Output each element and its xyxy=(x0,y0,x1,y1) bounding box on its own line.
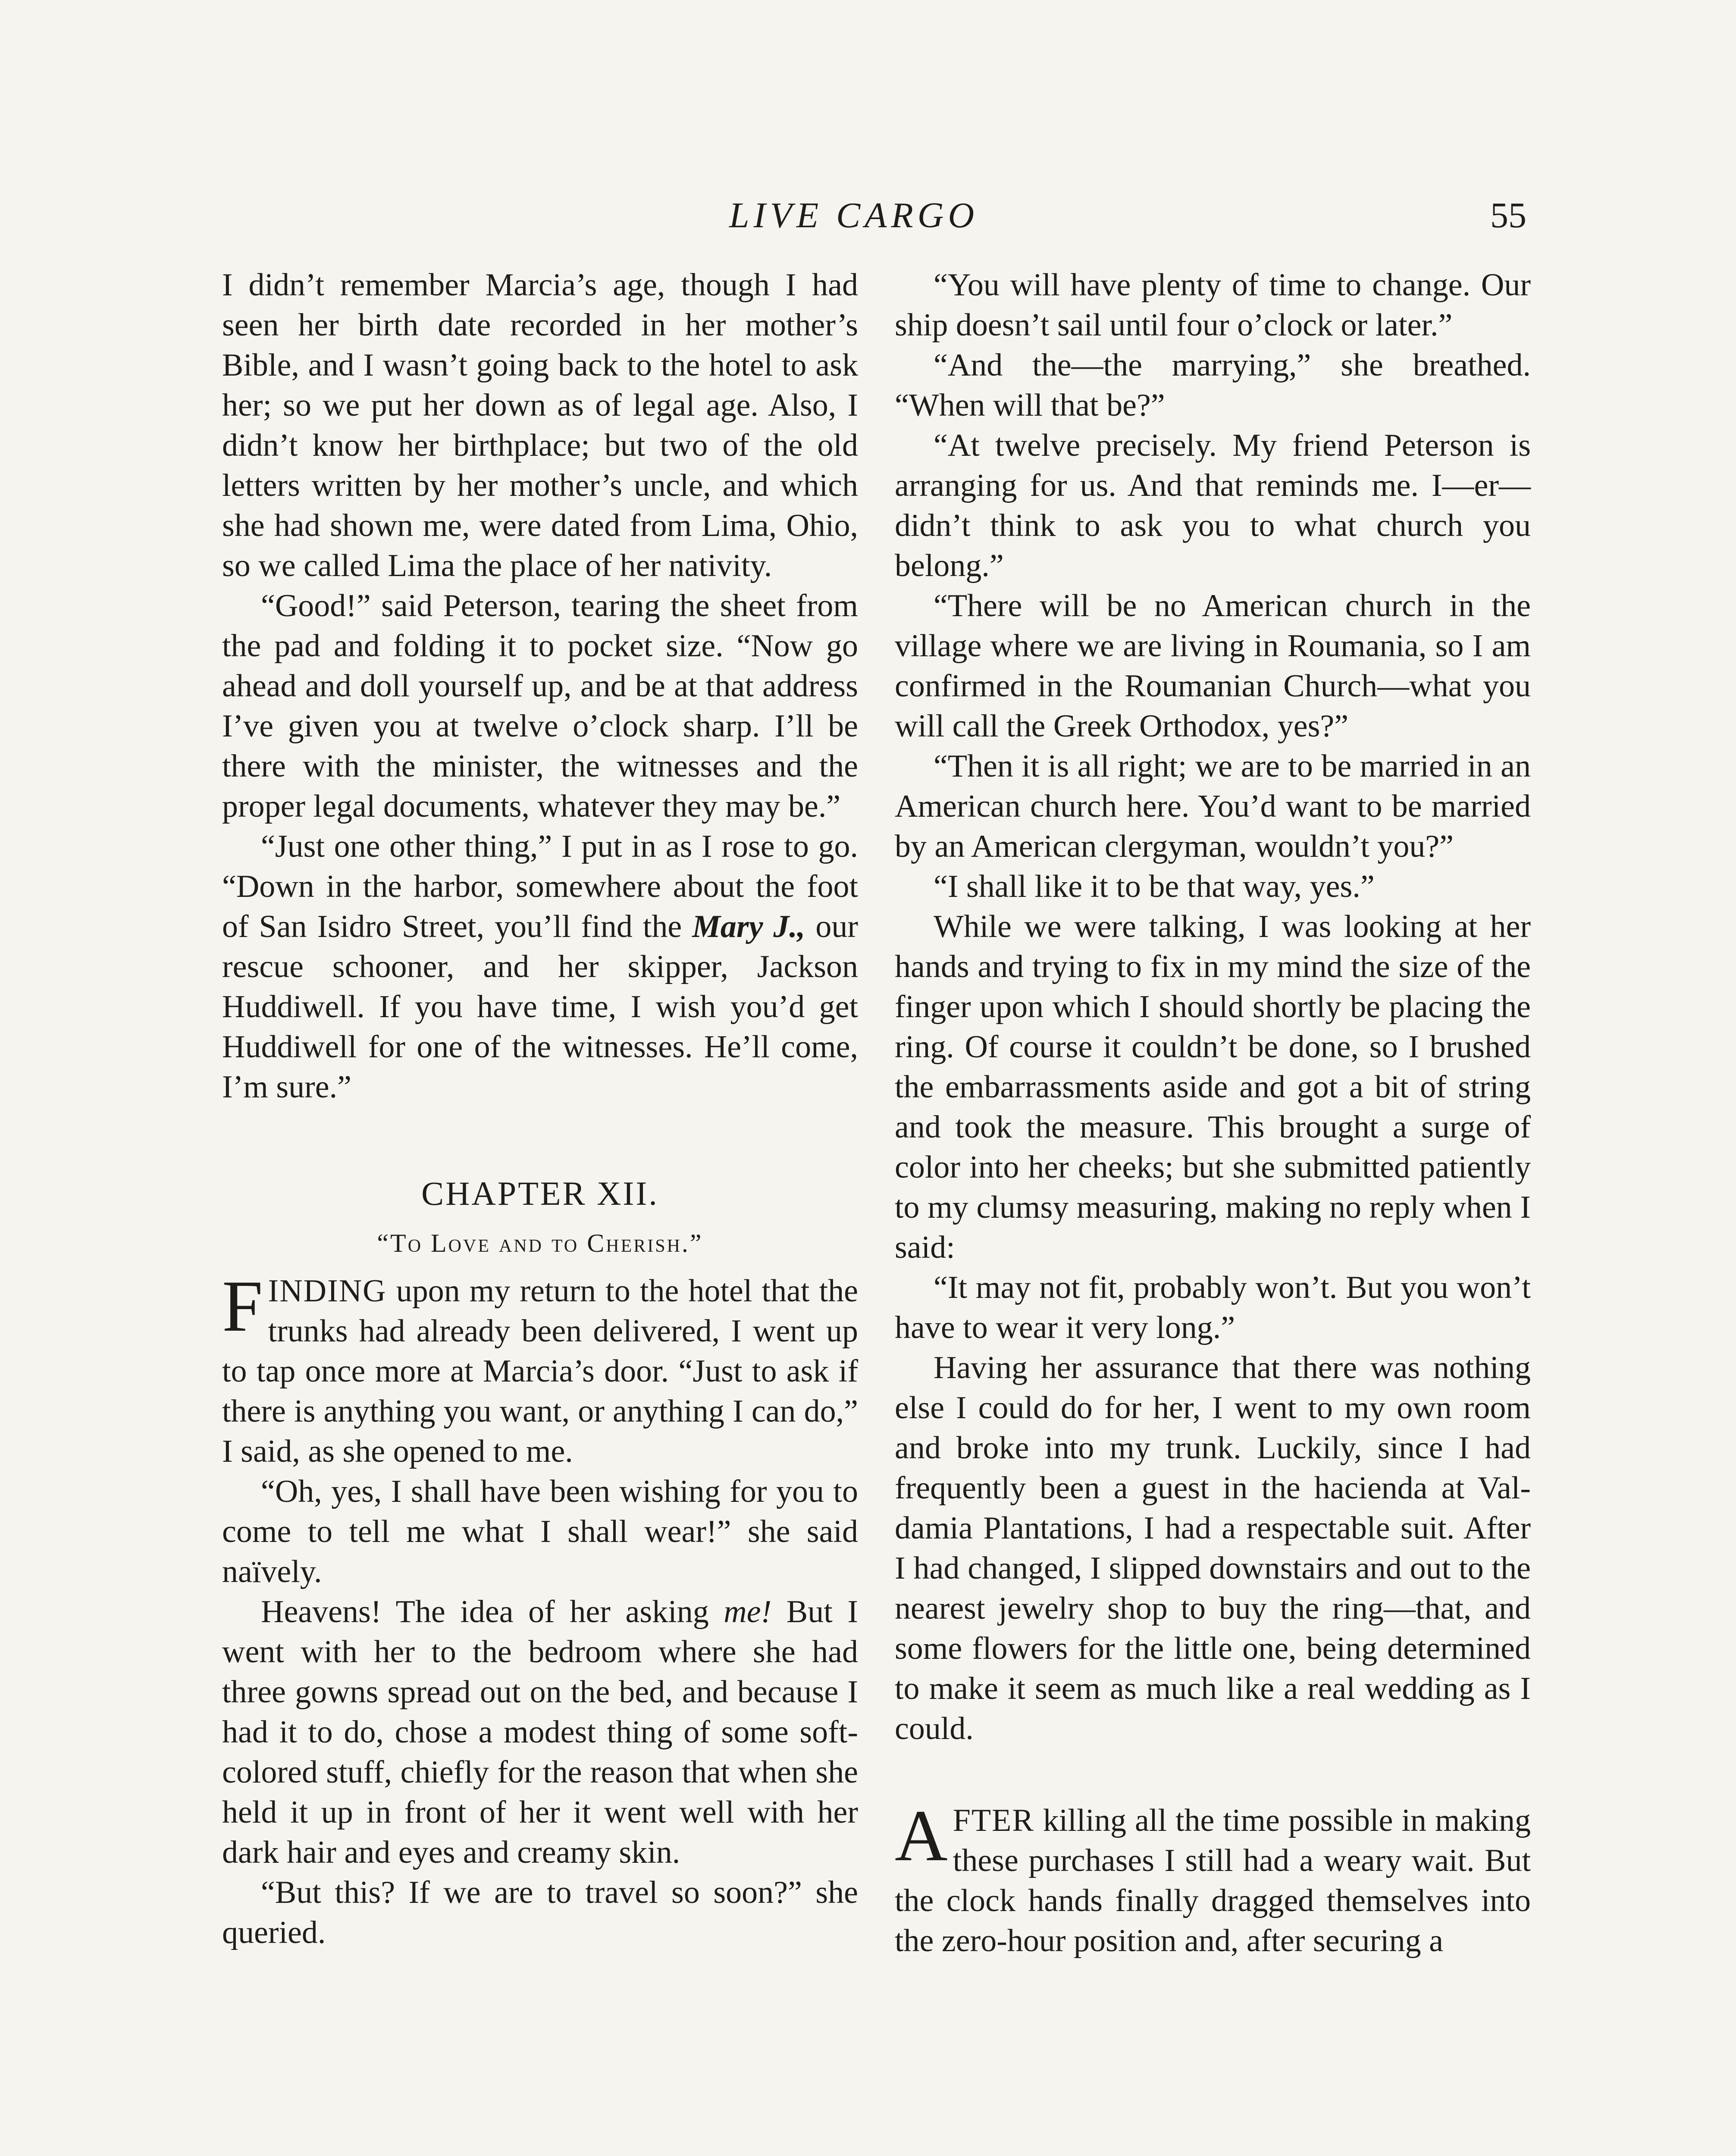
text-run: killing all the time possible in making these purchases I still had a weary wait. But the clock hands finally dragged themselves into the zero-hour position and, after securing a xyxy=(895,1803,1531,1959)
paragraph: I didn’t remember Marcia’s age, though I had seen her birth date recorded in her mother’s Bible, and I wasn’t going back to the hotel to ask her; so we put her down as of legal age. Also, I didn’t know her birthplace; but two of the old letters written by her mother’s uncle, and which she had shown me, were dated from Lima, Ohio, so we called Lima the place of her nativity. xyxy=(222,267,858,583)
chapter-subtitle: “To Love and to Cherish.” xyxy=(377,1229,703,1257)
text-run: But I went with her to the bedroom where she had three gowns spread out on the bed, and because I had it to do, chose a modest thing of some soft-colored stuff, chiefly for the reason that when she held it up in front of her it went well with her dark hair and eyes and creamy skin. xyxy=(222,1594,858,1870)
paragraph-heavens xyxy=(222,1592,858,1873)
left-column xyxy=(222,265,858,1953)
emphasis: me! xyxy=(724,1594,772,1630)
running-head xyxy=(0,190,1736,241)
running-title: LIVE CARGO xyxy=(729,195,979,235)
paragraph: “But this? If we are to travel so soon?” she queried. xyxy=(222,1875,858,1950)
paragraph: “And the—the marrying,” she breathed. “When will that be?” xyxy=(895,348,1531,423)
paragraph-after xyxy=(895,1795,1531,1961)
page-number: 55 xyxy=(1490,195,1526,235)
text-run: our rescue schooner, and her skipper, Jackson Huddiwell. If you have time, I wish you’d get Huddiwell for one of the witnesses. He’ll come, I’m sure.” xyxy=(222,909,858,1105)
text-run: “Just one other thing,” I put in as I rose to go. “Down in the harbor, somewhere about the foot of San Isidro Street, you’ll find the xyxy=(222,829,858,944)
paragraph: Having her assurance that there was nothing else I could do for her, I went to my own room and broke into my trunk. Luckily, since I had frequently been a guest in the hacienda at Valdamia Plantations, I had a respectable suit. After I had changed, I slipped downstairs and out to the nearest jewelry shop to buy the ring—that, and some flowers for the little one, being determined to make it seem as much like a real wedding as I could. xyxy=(895,1350,1531,1746)
drop-cap: A xyxy=(895,1795,948,1876)
paragraph: “You will have plenty of time to change. Our ship doesn’t sail until four o’clock or later.” xyxy=(895,267,1531,343)
paragraph: “I shall like it to be that way, yes.” xyxy=(934,869,1375,904)
chapter-heading: CHAPTER XII. xyxy=(421,1175,659,1212)
paragraph: While we were talking, I was looking at her hands and trying to fix in my mind the size of the finger upon which I should shortly be placing the ring. Of course it couldn’t be done, so I brushed the embarrassments aside and got a bit of string and took the measure. This brought a surge of color into her cheeks; but she submitted patiently to my clumsy measuring, making no reply when I said: xyxy=(895,909,1531,1265)
text-run: Heavens! The idea of her asking xyxy=(261,1594,724,1630)
lead-caps: FTER xyxy=(953,1803,1034,1838)
section-break xyxy=(895,1749,1531,1801)
lead-caps: INDING xyxy=(268,1273,387,1309)
paragraph-harbor xyxy=(222,827,858,1107)
paragraph: “It may not fit, probably won’t. But you won’t have to wear it very long.” xyxy=(895,1270,1531,1345)
ship-name: Mary J., xyxy=(692,909,805,944)
right-column xyxy=(895,265,1531,1961)
paragraph: “At twelve precisely. My friend Peterson is arranging for us. And that reminds me. I—er—didn’t think to ask you to what church you belong.” xyxy=(895,428,1531,583)
paragraph-finding xyxy=(222,1266,858,1472)
paragraph: “Good!” said Peterson, tearing the sheet from the pad and folding it to pocket size. “Now go ahead and doll yourself up, and be at that address I’ve given you at twelve o’clock sharp. I’ll be there with the minister, the witnesses and the proper legal documents, whatever they may be.” xyxy=(222,588,858,824)
text-run: upon my return to the hotel that the trunks had already been delivered, I went up to tap once more at Marcia’s door. “Just to ask if there is anything you want, or anything I can do,” I said, as she opened to me. xyxy=(222,1273,858,1469)
drop-cap: F xyxy=(222,1266,263,1347)
paragraph: “There will be no American church in the village where we are living in Roumania, so I am confirmed in the Roumanian Church—what you will call the Greek Orthodox, yes?” xyxy=(895,588,1531,744)
paragraph: “Then it is all right; we are to be married in an American church here. You’d want to be married by an American clergyman, wouldn’t you?” xyxy=(895,749,1531,864)
paragraph: “Oh, yes, I shall have been wishing for you to come to tell me what I shall wear!” she said naïvely. xyxy=(222,1474,858,1589)
